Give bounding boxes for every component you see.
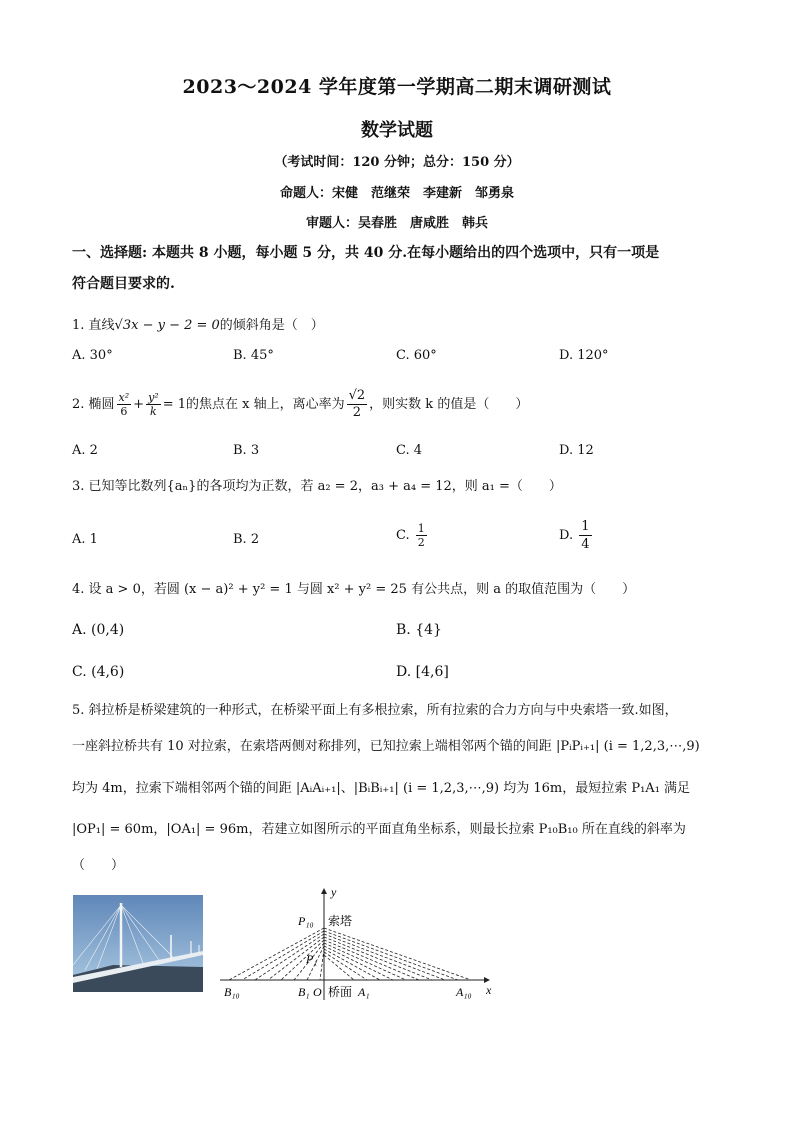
label-a1: A₁ [358,985,370,999]
q1-option-a: A. 30° [72,348,113,363]
q3-option-a: A. 1 [72,532,98,547]
q3-option-c: C. $\frac{1}{2}$ [396,522,425,549]
q5-line-1: 5. 斜拉桥是桥梁建筑的一种形式，在桥梁平面上有多根拉索，所有拉索的合力方向与中央索塔一致.如图， [72,703,678,718]
q1-option-c: C. 60° [396,348,437,363]
exam-subtitle: 数学试题 [361,120,433,141]
q5-line-4: |OP₁| = 60m，|OA₁| = 96m，若建立如图所示的平面直角坐标系，则最长拉索 P₁₀B₁₀ 所在直线的斜率为 [72,822,686,837]
bridge-coordinate-diagram [218,884,498,1002]
section-heading-line2: 符合题目要求的. [72,276,175,292]
label-p10: P₁₀ [298,914,314,928]
label-tower: 索塔 [328,914,353,928]
label-y: y [331,885,337,899]
q3-option-b: B. 2 [233,532,260,547]
label-deck: 桥面 [328,985,353,999]
q2-suffix: ，则实数 k 的值是（ ） [369,397,529,412]
section-heading-line1: 一、选择题: 本题共 8 小题，每小题 5 分，共 40 分.在每小题给出的四个选项中，只有一项是 [72,245,660,261]
q1-option-d: D. 120° [559,348,609,363]
q2-option-d: D. 12 [559,443,594,458]
label-x: x [486,983,492,997]
q4-option-a: A. (0,4) [72,622,125,638]
y-axis-arrow [321,888,327,894]
q3-option-d: D. $\frac{1}{4}$ [559,519,590,552]
q5-line-3: 均为 4m，拉索下端相邻两个锚的间距 |AᵢAᵢ₊₁|、|BᵢBᵢ₊₁| (i = 1,2,3,⋯,9) 均为 16m，最短拉索 P₁A₁ 满足 [72,781,691,796]
q1-equation: √3x − y − 2 = 0 [114,318,220,333]
label-b10: B₁₀ [224,985,240,999]
q2-prefix: 2. 椭圆 [72,397,115,412]
label-a10: A₁₀ [456,985,472,999]
q2-option-c: C. 4 [396,443,423,458]
q5-line-2: 一座斜拉桥共有 10 对拉索，在索塔两侧对称排列，已知拉索上端相邻两个锚的间距 |PᵢPᵢ₊₁| (i = 1,2,3,⋯,9) [72,739,700,754]
question-4: 4. 设 a > 0，若圆 (x − a)² + y² = 1 与圆 x² + y² = 25 有公共点，则 a 的取值范围为（ ） [72,582,636,597]
q2-mid: = 1的焦点在 x 轴上，离心率为 [162,397,345,412]
q2-option-a: A. 2 [72,443,98,458]
q1-suffix: 的倾斜角是（ ） [219,318,324,333]
section-heading [72,238,732,300]
q3-option-c-fraction: $\frac{1}{2}$ [417,522,425,549]
label-p1: P₁ [306,952,318,966]
q3-option-d-fraction: $\frac{1}{4}$ [581,519,590,552]
q2-fraction-eccentricity: $\frac{√2}{2}$ [348,388,366,420]
q2-fraction-x: $\frac{\text{x²}}{6}$ [118,391,130,418]
question-1 [72,316,732,336]
q2-fraction-y: $\frac{\text{y²}}{k}$ [148,391,159,418]
q4-option-b: B. {4} [396,622,442,638]
question-3: 3. 已知等比数列{aₙ}的各项均为正数，若 a₂ = 2，a₃ + a₄ = 12，则 a₁ =（ ） [72,479,562,494]
question-2: 2. 椭圆 $\frac{\text{x²}}{6}$ + $\frac{\text{y²}}{k}$ = 1的焦点在 x 轴上，离心率为 $\frac{√2}{2}$ ，则实数 k 的值是（ ） [72,388,529,420]
label-o: O [313,985,322,999]
bridge-photo [73,895,203,992]
exam-title: 2023～2024 学年度第一学期高二期末调研测试 [182,76,612,98]
exam-reviewers: 审题人：吴春胜 唐咸胜 韩兵 [305,216,488,231]
q2-option-b: B. 3 [233,443,260,458]
q1-option-b: B. 45° [233,348,274,363]
exam-time-info: （考试时间：120 分钟；总分：150 分） [274,155,520,170]
q4-option-c: C. (4,6) [72,664,125,680]
q5-line-5: （ ） [72,858,125,873]
q1-prefix: 1. 直线 [72,318,115,333]
exam-authors: 命题人：宋健 范继荣 李建新 邹勇泉 [279,186,514,201]
cable-group [229,928,471,980]
label-b1: B₁ [298,985,310,999]
q4-option-d: D. [4,6] [396,664,449,680]
